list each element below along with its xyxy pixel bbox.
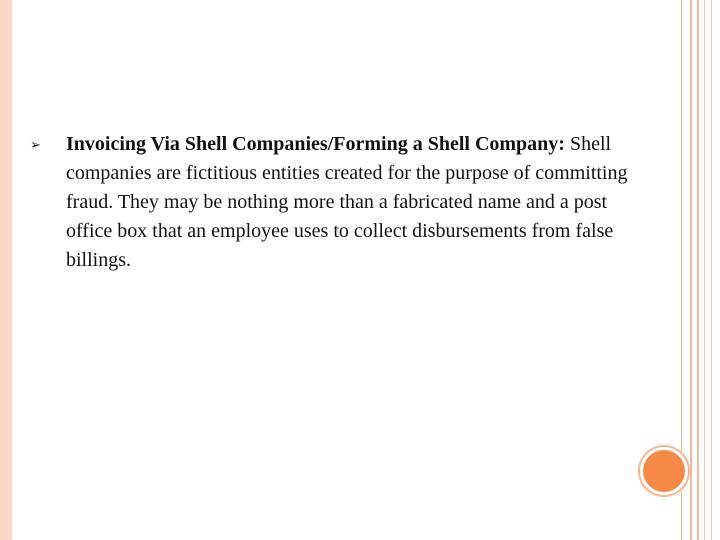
right-decorative-rail: [697, 0, 699, 540]
left-decorative-border: [0, 0, 12, 540]
right-decorative-rail: [704, 0, 705, 540]
arrow-bullet-icon: ➢: [30, 137, 41, 152]
accent-circle: [643, 450, 685, 492]
slide-content: [30, 130, 628, 275]
bullet-term: Invoicing Via Shell Companies/Forming a Shell Company:: [66, 133, 565, 155]
bullet-item: [30, 130, 628, 275]
right-decorative-rail: [690, 0, 692, 540]
right-decorative-rail: [711, 0, 712, 540]
bullet-text: Shell companies are fictitious entities created for the purpose of committing fraud. They may be nothing more than a fabricated name and a post office box that an employee uses to collect disbursements from false billings.: [66, 133, 628, 271]
